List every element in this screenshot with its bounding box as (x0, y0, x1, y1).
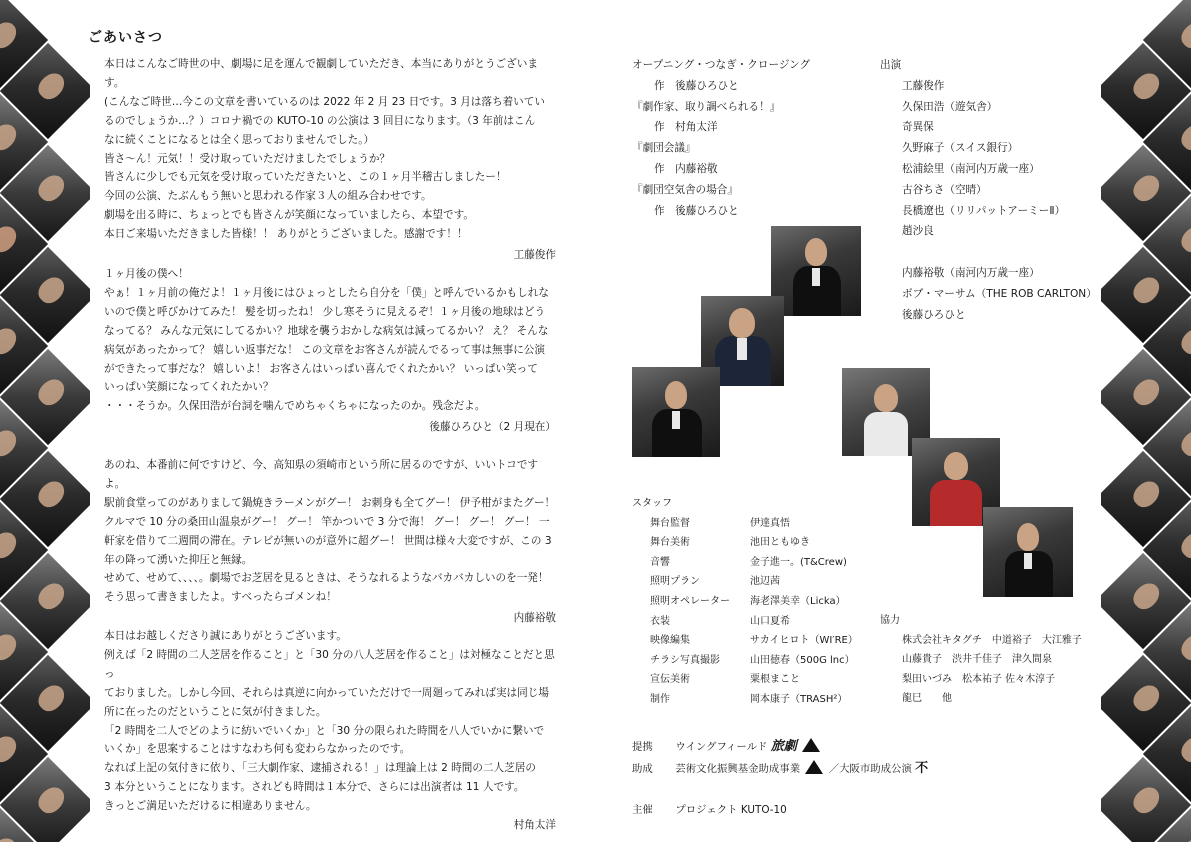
program-author: 作 後藤ひろひと (654, 204, 739, 217)
greeting-line: やぁ！１ヶ月前の俺だよ！１ヶ月後にはひょっとしたら自分を「僕」と呼んでいるかもしれな (104, 286, 549, 299)
table-row (632, 651, 858, 671)
cast-member: 長橋遼也（リリパットアーミーⅡ） (902, 204, 1066, 217)
greeting-line: 劇場を出る時に、ちょっとでも皆さんが笑顔になっていましたら、本望です。 (104, 209, 474, 222)
greeting-line: 「2 時間を二人でどのように紡いでいくか」と「30 分の限られた時間を八人でいかに繋いで (104, 724, 545, 737)
greeting-line: 例えば「2 時間の二人芝居を作ること」と「30 分の八人芝居を作ること」は対極なことだと思っ (104, 648, 555, 680)
left-photo-strip (0, 0, 90, 842)
staff-role: 舞台美術 (650, 537, 690, 549)
greeting-line: 年の降って湧いた抑圧と無縁。 (104, 553, 253, 566)
table-row (632, 592, 858, 612)
greeting-line: ができたって事だな？ 嬉しいよ！ お客さんはいっぱい喜んでくれたかい？ いっぱい笑って (104, 362, 538, 375)
cast-member: 後藤ひろひと (902, 308, 966, 321)
table-row (632, 514, 858, 534)
staff-name: 伊達真悟 (750, 517, 790, 529)
tie-line (632, 736, 928, 758)
greeting-line: 今回の公演、たぶんもう無いと思われる作家３人の組み合わせです。 (104, 190, 432, 203)
cast-title: 出演 (880, 59, 902, 71)
greeting-line: いっぱい笑顔になってくれたかい？ (104, 381, 274, 394)
program-list (632, 55, 810, 221)
staff-name: 海老澤美幸（Licka） (750, 595, 846, 607)
table-row (632, 572, 858, 592)
table-row (632, 690, 858, 710)
staff-name: 岡本康子（TRASH²） (750, 693, 848, 705)
greeting-line: 本日ご来場いただきました皆様！！ ありがとうございました。感謝です！！ (104, 228, 468, 241)
greeting-line: せめて、せめて、、、、。劇場でお芝居を見るときは、そうなれるようなバカバカしいのを一発！ (104, 572, 549, 585)
greeting-kudo (104, 55, 556, 265)
greeting-signature: 村角太洋 (513, 819, 556, 832)
staff-name: 山口夏希 (750, 615, 790, 627)
greeting-line: ておりました。しかし今回、それらは真逆に向かっていただけで一周廻ってみれば実は同じ場 (104, 686, 549, 699)
cast-member: 古谷ちさ（空晴） (902, 183, 987, 196)
triangle-logo-icon (802, 738, 820, 752)
greeting-goto (104, 265, 556, 437)
staff-role: 宣伝美術 (650, 674, 690, 686)
staff-role: 音響 (650, 556, 670, 568)
greeting-line: 所に在ったのだということに気が付きました。 (104, 705, 327, 718)
program-author: 作 内藤裕敬 (654, 162, 718, 175)
cast-member: 久野麻子（スイス銀行） (902, 142, 1019, 155)
cast-member: 工藤俊作 (902, 79, 945, 92)
cooperation-line: 株式会社キタグチ 中道裕子 大江雅子 (902, 634, 1082, 646)
cooperation-section (880, 611, 1082, 709)
tie-label: 提携 (632, 741, 653, 753)
greeting-line: 皆さんに少しでも元気を受け取っていただきたいと、この１ヶ月半稽古しましたー！ (104, 171, 507, 184)
staff-role: 照明オペレーター (650, 595, 730, 607)
staff-title: スタッフ (632, 498, 672, 509)
greeting-line: ・・・そうか。久保田浩が台詞を噛んでめちゃくちゃになったのか。残念だよ。 (104, 400, 486, 413)
cast-member: ボブ・マーサム（THE ROB CARLTON） (902, 287, 1097, 300)
cast-photo (771, 226, 861, 316)
program-item: 『劇作家、取り調べられる！』 (632, 100, 781, 113)
greeting-line: (こんなご時世…今この文章を書いているのは 2022 年 2 月 23 日です。3 月は落ち着いてい (104, 95, 545, 108)
staff-name: 金子進一。(T&Crew) (750, 556, 847, 568)
sponsor-section (632, 736, 928, 821)
staff-role: チラシ写真撮影 (650, 654, 720, 666)
staff-table (632, 514, 858, 710)
right-photo-strip (1101, 0, 1191, 842)
staff-role: 映像編集 (650, 635, 690, 647)
grant-label: 助成 (632, 763, 653, 775)
greeting-signature: 内藤裕敬 (513, 612, 556, 625)
grant-line (632, 758, 928, 780)
greeting-line: 3 本分ということになります。されども時間は１本分で、さらには出演者は 11 人です。 (104, 781, 525, 794)
greeting-line: 本日はお越しくださり誠にありがとうございます。 (104, 630, 347, 642)
osaka-city-mark: 不 (915, 761, 929, 776)
staff-section (632, 494, 858, 710)
table-row (632, 533, 858, 553)
greeting-line: きっとご満足いただけるに相違ありません。 (104, 800, 317, 813)
staff-role: 衣装 (650, 615, 670, 627)
cast-photo (632, 367, 720, 457)
staff-role: 制作 (650, 693, 670, 705)
program-author: 作 村角太洋 (654, 121, 718, 134)
greeting-line: いので僕と呼びかけてみた！ 髪を切ったね！ 少し寒そうに見えるぞ！１ヶ月後の地球はどう (104, 305, 546, 318)
tie-value: ウイングフィールド (675, 741, 768, 753)
staff-name: 池辺茜 (750, 576, 780, 588)
staff-name: サカイヒロト（WI′RE） (750, 635, 858, 647)
host-value: プロジェクト KUTO-10 (675, 804, 787, 816)
program-item: 『劇団空気舎の場合』 (632, 183, 738, 196)
staff-role: 照明プラン (650, 576, 700, 588)
greeting-line: 皆さ〜ん！元気！！受け取っていただけましたでしょうか？ (104, 152, 391, 165)
cooperation-line: 龍巳 他 (902, 693, 952, 705)
table-row (632, 553, 858, 573)
greeting-line: あのね、本番前に何ですけど、今、高知県の須崎市という所に居るのですが、いいトコですよ。 (104, 459, 538, 490)
greeting-line: １ヶ月後の僕へ！ (104, 268, 189, 280)
grant-value-2: ／大阪市助成公演 (828, 763, 912, 775)
greeting-line: なれば上記の気付きに依り、「三大劇作家、逮捕される！」は理論上は 2 時間の二人芝居の (104, 762, 536, 775)
grant-value: 芸術文化振興基金助成事業 (675, 763, 801, 775)
greeting-line: 病気があったかって？ 嬉しい返事だな！ この文章をお客さんが読んでるって事は無事に公演 (104, 343, 545, 356)
greeting-line: るのでしょうか…？）コロナ禍での KUTO-10 の公演は 3 回目になります。（3 年前はこん (104, 114, 536, 127)
program-item: オープニング・つなぎ・クロージング (632, 59, 811, 71)
staff-name: 山田徳春（500G lnc） (750, 654, 855, 666)
program-author: 作 後藤ひろひと (654, 79, 739, 92)
greeting-signature: 工藤俊作 (513, 249, 556, 262)
arts-fund-logo-icon (805, 760, 823, 774)
program-item: 『劇団会議』 (632, 142, 696, 155)
greeting-line: いくか」を思案することはすなわち何も変わらなかったのです。 (104, 743, 411, 756)
cast-member: 奇異保 (902, 121, 934, 134)
cast-photo (983, 507, 1073, 597)
greeting-naito (104, 456, 556, 628)
greeting-line: クルマで 10 分の桑田山温泉がグー！ グー！ 竿かついで 3 分で海！ グー！ グー！ グー！ 一 (104, 515, 550, 528)
staff-name: 池田ともゆき (750, 537, 810, 549)
greeting-line: そう思って書きましたよ。すべったらゴメンね！ (104, 591, 337, 604)
table-row (632, 670, 858, 690)
staff-name: 粟根まこと (750, 674, 800, 686)
table-row (632, 631, 858, 651)
cooperation-title: 協力 (880, 615, 900, 626)
greeting-line: 軒家を借りて二週間の滞在。テレビが無いのが意外に超グー！ 世間は様々大変ですが、この 3 (104, 534, 552, 547)
cast-member: 内藤裕敬（南河内万歳一座） (902, 266, 1040, 279)
host-label: 主催 (632, 804, 653, 816)
greeting-line: なってる？ みんな元気にしてるかい？地球を襲うおかしな病気は減ってるかい？ え？ そんな (104, 324, 549, 337)
greeting-line: 駅前食堂ってのがありまして鍋焼きラーメンがグー！ お刺身も全てグー！ 伊予柑がまたグー！ (104, 496, 556, 509)
host-line (632, 800, 928, 821)
table-row (632, 612, 858, 632)
page-title: ごあいさつ (88, 30, 163, 46)
greeting-signature: 後藤ひろひと（2 月現在） (429, 421, 556, 434)
greeting-line: なに続くことになるとは全く思っておりませんでした。） (104, 133, 375, 146)
greeting-murakado (104, 627, 556, 835)
cast-member: 久保田浩（遊気舎） (902, 100, 998, 113)
cast-list (880, 55, 1097, 325)
tabigeki-logo: 旅劇 (770, 739, 797, 754)
cooperation-line: 山藤貴子 渋井千佳子 津久間泉 (902, 654, 1052, 666)
staff-role: 舞台監督 (650, 517, 690, 529)
cooperation-line: 梨田いづみ 松本祐子 佐々木淳子 (902, 673, 1056, 685)
cast-member: 趙沙良 (902, 225, 934, 238)
greeting-line: 本日はこんなご時世の中、劇場に足を運んで観劇していただき、本当にありがとうございます。 (104, 58, 538, 89)
cast-member: 松浦絵里（南河内万歳一座） (902, 162, 1040, 175)
